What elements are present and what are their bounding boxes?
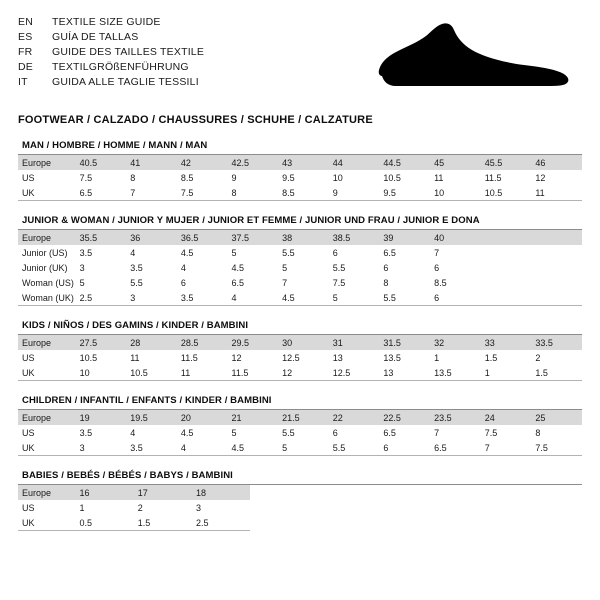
section-title-children: CHILDREN / INFANTIL / ENFANTS / KINDER / BAMBINI: [18, 395, 582, 410]
cell: 7.5: [531, 440, 582, 456]
dress-shoe-icon: [374, 18, 574, 98]
cell: 3: [79, 262, 85, 273]
cell: 33: [481, 335, 532, 350]
cell: 11.5: [228, 365, 279, 381]
cell: 2: [535, 352, 541, 363]
cell: 3.5: [130, 262, 143, 273]
cell: 37.5: [228, 230, 279, 245]
cell: 4.5: [180, 427, 194, 438]
cell: 0.5: [75, 515, 133, 531]
language-row-es: [18, 31, 204, 43]
cell: 9: [329, 185, 380, 201]
language-row-fr: [18, 46, 204, 58]
language-list: [18, 14, 204, 88]
language-code-en: EN: [18, 16, 33, 28]
cell: 4.5: [278, 290, 329, 306]
cell: 27.5: [76, 335, 127, 350]
cell: 36.5: [177, 230, 228, 245]
cell: 5.5: [282, 427, 295, 438]
language-code-es: ES: [18, 31, 33, 43]
language-code-it: IT: [18, 76, 28, 88]
table-row: [18, 170, 582, 185]
language-row-en: [18, 16, 204, 28]
table-row: [18, 425, 582, 440]
cell: 6.5: [76, 185, 127, 201]
cell: 11: [177, 365, 228, 381]
cell: 45.5: [481, 155, 532, 170]
cell: 6.5: [430, 440, 481, 456]
table-row: [18, 335, 582, 350]
cell: 6: [379, 440, 430, 456]
row-label: Europe: [18, 230, 76, 245]
cell: 41: [126, 155, 177, 170]
cell: 3: [196, 502, 202, 513]
cell: 5.5: [329, 440, 380, 456]
cell: [481, 245, 532, 260]
cell: 1: [434, 352, 440, 363]
cell: 11: [531, 185, 582, 201]
cell: 4: [130, 427, 136, 438]
cell: [531, 260, 582, 275]
cell: 4: [130, 247, 136, 258]
cell: [531, 275, 582, 290]
language-text-it: GUIDA ALLE TAGLIE TESSILI: [52, 76, 199, 88]
cell: 38: [278, 230, 329, 245]
cell: 5: [231, 427, 237, 438]
cell: 6.5: [231, 277, 245, 288]
cell: 5.5: [130, 277, 143, 288]
cell: 5.5: [282, 247, 295, 258]
cell: 12.5: [282, 352, 300, 363]
cell: 45: [430, 155, 481, 170]
cell: 4.5: [231, 262, 245, 273]
language-text-en: TEXTILE SIZE GUIDE: [52, 16, 161, 28]
row-label: Europe: [18, 155, 76, 170]
table-row: [18, 185, 582, 201]
cell: 7: [481, 440, 532, 456]
table-row: [18, 410, 582, 425]
cell: 10: [430, 185, 481, 201]
cell: 4: [177, 440, 228, 456]
cell: 42.5: [228, 155, 279, 170]
cell: 3.5: [126, 440, 177, 456]
cell: 8.5: [434, 277, 447, 288]
cell: 29.5: [228, 335, 279, 350]
language-row-it: [18, 76, 204, 88]
cell: 13: [332, 352, 343, 363]
cell: 5: [231, 247, 237, 258]
section-children: [18, 395, 582, 456]
cell: 28.5: [177, 335, 228, 350]
row-label: Europe: [18, 335, 76, 350]
table-children: [18, 410, 582, 456]
row-label: US: [22, 502, 35, 513]
cell: 42: [177, 155, 228, 170]
cell: 7.5: [79, 172, 93, 183]
table-junior-woman: [18, 230, 582, 306]
row-label: Europe: [18, 485, 75, 500]
cell: 13: [379, 365, 430, 381]
cell: 1.5: [531, 365, 582, 381]
cell: 33.5: [531, 335, 582, 350]
cell: 35.5: [76, 230, 127, 245]
cell: 7.5: [484, 427, 498, 438]
cell: 22: [329, 410, 380, 425]
cell: 6: [383, 262, 389, 273]
cell: 8: [130, 172, 136, 183]
row-label: UK: [18, 365, 76, 381]
cell: 8: [535, 427, 541, 438]
cell: [481, 230, 532, 245]
cell: 40.5: [76, 155, 127, 170]
section-title-junior-woman: JUNIOR & WOMAN / JUNIOR Y MUJER / JUNIOR ET FEMME / JUNIOR UND FRAU / JUNIOR E DONA: [18, 215, 582, 230]
cell: 11: [130, 352, 140, 363]
cell: 21: [228, 410, 279, 425]
cell: 11.5: [180, 352, 198, 363]
cell: 7.5: [177, 185, 228, 201]
cell: 6: [332, 247, 338, 258]
row-label: US: [22, 427, 35, 438]
cell: 5: [282, 262, 288, 273]
cell: 9.5: [282, 172, 295, 183]
cell: 2.5: [76, 290, 127, 306]
cell: 3: [126, 290, 177, 306]
cell: 11: [434, 172, 444, 183]
cell: [481, 290, 532, 306]
cell: 21.5: [278, 410, 329, 425]
page-title: FOOTWEAR / CALZADO / CHAUSSURES / SCHUHE / CALZATURE: [18, 114, 373, 126]
cell: 10: [76, 365, 127, 381]
cell: 13.5: [430, 365, 481, 381]
section-kids: [18, 320, 582, 381]
cell: [481, 275, 532, 290]
table-row: [18, 290, 582, 306]
cell: 2: [137, 502, 143, 513]
cell: 1: [79, 502, 85, 513]
language-text-de: TEXTILGRÖßENFÜHRUNG: [52, 61, 189, 73]
row-label: UK: [18, 515, 75, 531]
table-row: [18, 485, 250, 500]
table-row: [18, 230, 582, 245]
language-code-de: DE: [18, 61, 33, 73]
cell: 7: [434, 427, 440, 438]
cell: 10: [332, 172, 343, 183]
cell: [531, 230, 582, 245]
cell: 1.5: [134, 515, 192, 531]
table-row: [18, 155, 582, 170]
cell: 18: [192, 485, 250, 500]
cell: 19: [76, 410, 127, 425]
cell: 24: [481, 410, 532, 425]
cell: 2.5: [192, 515, 250, 531]
table-kids: [18, 335, 582, 381]
cell: 5: [278, 440, 329, 456]
cell: 36: [126, 230, 177, 245]
table-row: [18, 515, 250, 531]
cell: 10.5: [383, 172, 401, 183]
cell: 8.5: [180, 172, 194, 183]
section-junior-woman: [18, 215, 582, 306]
table-row: [18, 500, 250, 515]
cell: 38.5: [329, 230, 380, 245]
section-title-man: MAN / HOMBRE / HOMME / MANN / MAN: [18, 140, 582, 155]
cell: 6.5: [383, 427, 396, 438]
cell: 6: [180, 277, 186, 288]
table-man: [18, 155, 582, 201]
cell: 5: [79, 277, 85, 288]
cell: 40: [430, 230, 481, 245]
table-row: [18, 440, 582, 456]
cell: 4.5: [228, 440, 279, 456]
cell: 16: [75, 485, 133, 500]
cell: 4: [228, 290, 279, 306]
cell: [531, 290, 582, 306]
cell: 22.5: [379, 410, 430, 425]
table-row: [18, 350, 582, 365]
cell: 4: [180, 262, 186, 273]
row-label: UK: [18, 185, 76, 201]
language-code-fr: FR: [18, 46, 33, 58]
cell: 13.5: [383, 352, 401, 363]
cell: 23.5: [430, 410, 481, 425]
cell: 12: [535, 172, 546, 183]
cell: 5.5: [379, 290, 430, 306]
cell: 43: [278, 155, 329, 170]
cell: 7: [126, 185, 177, 201]
cell: 8: [228, 185, 279, 201]
cell: 6.5: [383, 247, 396, 258]
cell: 11.5: [484, 172, 502, 183]
cell: 9.5: [379, 185, 430, 201]
language-text-fr: GUIDE DES TAILLES TEXTILE: [52, 46, 205, 58]
cell: 8: [383, 277, 389, 288]
cell: 4.5: [180, 247, 194, 258]
section-title-kids: KIDS / NIÑOS / DES GAMINS / KINDER / BAMBINI: [18, 320, 582, 335]
row-label: Junior (UK): [22, 262, 68, 273]
cell: 46: [531, 155, 582, 170]
cell: 3.5: [79, 247, 93, 258]
cell: 7: [434, 247, 440, 258]
cell: 3.5: [177, 290, 228, 306]
table-row: [18, 275, 582, 290]
cell: 39: [379, 230, 430, 245]
cell: 30: [278, 335, 329, 350]
section-babies: [18, 470, 582, 531]
cell: 28: [126, 335, 177, 350]
cell: 10.5: [126, 365, 177, 381]
cell: 10.5: [481, 185, 532, 201]
cell: 10.5: [79, 352, 98, 363]
table-row: [18, 260, 582, 275]
row-label: Europe: [18, 410, 76, 425]
cell: 31: [329, 335, 380, 350]
cell: 3: [76, 440, 127, 456]
cell: 17: [134, 485, 192, 500]
row-label: Junior (US): [22, 247, 68, 258]
cell: 1: [481, 365, 532, 381]
row-label: UK: [18, 440, 76, 456]
row-label: US: [22, 352, 35, 363]
section-title-babies: BABIES / BEBÉS / BÉBÉS / BABYS / BAMBINI: [18, 470, 582, 485]
cell: 5.5: [332, 262, 346, 273]
row-label: Woman (UK): [18, 290, 76, 306]
cell: 8.5: [278, 185, 329, 201]
row-label: US: [22, 172, 35, 183]
cell: [481, 260, 532, 275]
cell: 20: [177, 410, 228, 425]
cell: 6: [430, 290, 481, 306]
table-babies: [18, 485, 250, 531]
cell: 12: [278, 365, 329, 381]
cell: 6: [434, 262, 440, 273]
cell: 12.5: [329, 365, 380, 381]
cell: 19.5: [126, 410, 177, 425]
table-row: [18, 365, 582, 381]
cell: 7.5: [332, 277, 346, 288]
cell: [531, 245, 582, 260]
row-label: Woman (US): [22, 277, 74, 288]
cell: 1.5: [484, 352, 498, 363]
cell: 12: [231, 352, 242, 363]
cell: 44: [329, 155, 380, 170]
cell: 32: [430, 335, 481, 350]
language-row-de: [18, 61, 204, 73]
section-man: [18, 140, 582, 201]
cell: 25: [531, 410, 582, 425]
cell: 9: [231, 172, 237, 183]
cell: 5: [329, 290, 380, 306]
cell: 6: [332, 427, 338, 438]
cell: 44.5: [379, 155, 430, 170]
table-row: [18, 245, 582, 260]
cell: 31.5: [379, 335, 430, 350]
cell: 3.5: [79, 427, 93, 438]
language-text-es: GUÍA DE TALLAS: [52, 31, 139, 43]
header: [18, 14, 582, 98]
cell: 7: [282, 277, 288, 288]
